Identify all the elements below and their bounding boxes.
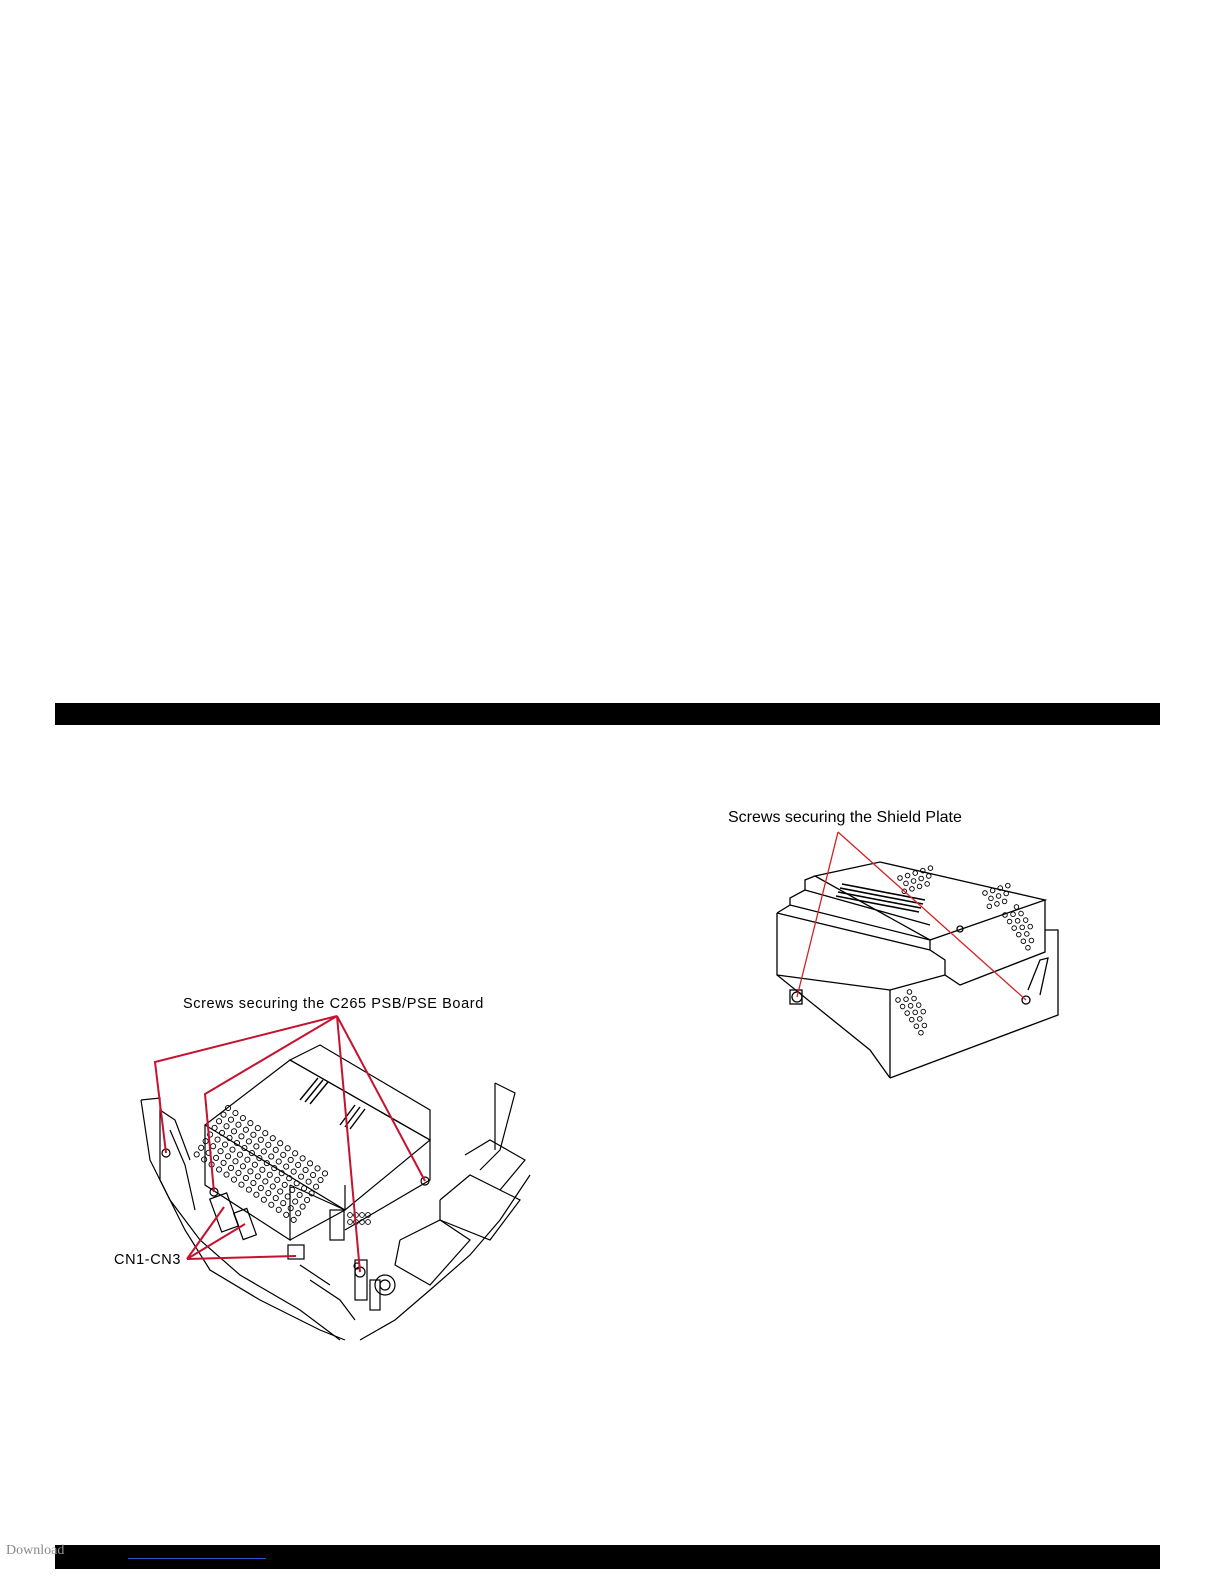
shield-screws-callout: Screws securing the Shield Plate	[728, 809, 962, 826]
board-screws-callout: Screws securing the C265 PSB/PSE Board	[183, 996, 484, 1012]
footer-download-text	[6, 1543, 64, 1559]
connectors-callout: CN1-CN3	[114, 1252, 182, 1268]
footer-text-tail: ad	[51, 1543, 65, 1558]
footer-text-head: Downlo	[6, 1543, 52, 1558]
footer-bar	[55, 1545, 1160, 1569]
footer-link-underline[interactable]	[128, 1558, 266, 1559]
